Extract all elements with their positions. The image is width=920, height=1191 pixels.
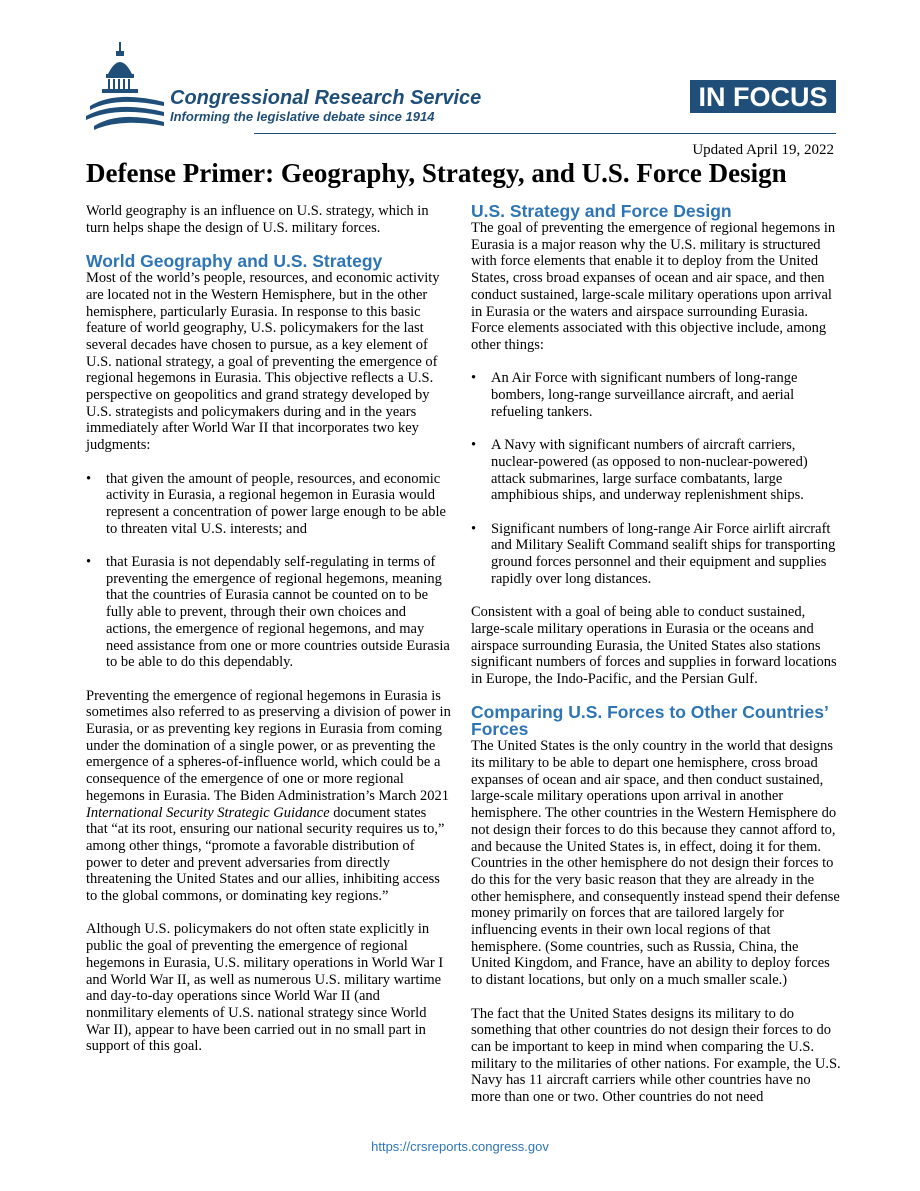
bullet-icon: •: [86, 554, 92, 571]
list-item: • A Navy with significant numbers of aircraft carriers, nuclear-powered (as opposed to non-nuclear-powered) attack submarines, large surface combatants, large amphibious ships, and underway replenishment ships.: [471, 437, 808, 504]
document-title: Defense Primer: Geography, Strategy, and U.S. Force Design: [86, 158, 787, 188]
paragraph: Most of the world’s people, resources, and economic activity are located not in the Western Hemisphere, but in the other hemisphere, particularly Eurasia. In response to this basic feature of world geography, U.S. policymakers for the last several decades have chosen to pursue, as a key element of U.S. national strategy, a goal of preventing the emergence of regional hegemons in Eurasia. This objective reflects a U.S. perspective on geopolitics and grand strategy developed by U.S. strategists and policymakers during and in the years immediately after World War II that incorporates two key judgments:: [86, 270, 440, 454]
bullet-icon: •: [471, 437, 477, 454]
capitol-dome-icon: [86, 40, 166, 130]
intro-paragraph: World geography is an influence on U.S. strategy, which in turn helps shape the design of U.S. military forces.: [86, 203, 429, 236]
bullet-list: [86, 471, 451, 671]
crs-wordmark: [170, 88, 481, 126]
right-column: [471, 203, 841, 1122]
paragraph: Preventing the emergence of regional hegemons in Eurasia is sometimes also referred to as preserving a division of power in Eurasia, or as preventing key regions in Eurasia from coming under the domination of a single power, or as preventing the emergence of a spheres-of-influence world, which could be a consequence of the emergence of one or more regional hegemons in Eurasia. The Biden Administration’s March 2021 International Security Strategic Guidance document states that “at its root, ensuring our national security requires us to,” among other things, “promote a favorable distribution of power to deter and prevent adversaries from directly threatening the United States and our allies, inhibiting access to the global commons, or dominating key regions.”: [86, 687, 451, 905]
paragraph: Although U.S. policymakers do not often state explicitly in public the goal of preventing the emergence of regional hegemons in Eurasia, U.S. military operations in World War I and World War II, as well as numerous U.S. military wartime and day-to-day operations since World War II (and nonmilitary elements of U.S. national strategy since World War II), appear to have been carried out in no small part in support of this goal.: [86, 921, 444, 1055]
section-heading-world-geography: World Geography and U.S. Strategy: [86, 251, 383, 272]
section-heading-strategy-force-design: U.S. Strategy and Force Design: [471, 201, 732, 221]
paragraph: The United States is the only country in the world that designs its military to be able to depart one hemisphere, cross broad expanses of ocean and air space, and then conduct sustained, large-scale military operations upon arrival in another hemisphere. The other countries in the Western Hemisphere do not design their forces to do this because they cannot afford to, and because the United States is, in effect, doing it for them. Countries in the other hemisphere do not design their forces to do this for the very basic reason that they are already in the other hemisphere, and consequently instead spend their defense money primarily on forces that are tailored largely for influencing events in their own local regions of that hemisphere. (Some countries, such as Russia, China, the United Kingdom, and France, have an ability to deploy forces to distant locations, but only on a much smaller scale.): [471, 738, 840, 989]
list-item: • An Air Force with significant numbers of long-range bombers, long-range surveillance aircraft, and aerial refueling tankers.: [471, 370, 798, 420]
section-heading-comparing-forces: Comparing U.S. Forces to Other Countries’ Forces: [471, 702, 828, 740]
in-focus-badge: IN FOCUS: [690, 80, 836, 113]
report-header: [86, 40, 836, 140]
org-tagline: Informing the legislative debate since 1914: [170, 109, 435, 124]
bullet-list: [471, 370, 841, 587]
bullet-icon: •: [471, 370, 477, 387]
header-divider: [254, 133, 836, 134]
paragraph: Consistent with a goal of being able to conduct sustained, large-scale military operations in Eurasia or the oceans and airspace surrounding Eurasia, the United States also stations significant numbers of forces and supplies in forward locations in Europe, the Indo-Pacific, and the Persian Gulf.: [471, 604, 837, 687]
org-name: Congressional Research Service: [170, 87, 482, 109]
bullet-icon: •: [471, 520, 477, 537]
paragraph: The fact that the United States designs its military to do something that other countries do not design their forces to do can be important to keep in mind when comparing the U.S. military to the militaries of other nations. For example, the U.S. Navy has 11 aircraft carriers while other countries have no more than one or two. Other countries do not need: [471, 1005, 841, 1106]
list-item: • that given the amount of people, resources, and economic activity in Eurasia, a regional hegemon in Eurasia would represent a concentration of power large enough to be able to threaten vital U.S. interests; and: [86, 470, 446, 537]
list-item: • that Eurasia is not dependably self-regulating in terms of preventing the emergence of regional hegemons, meaning that the countries of Eurasia cannot be counted on to be fully able to prevent, through their own choices and actions, the emergence of regional hegemons, and may need assistance from one or more countries outside Eurasia to be able to do this dependably.: [86, 554, 450, 671]
updated-date: Updated April 19, 2022: [692, 142, 834, 158]
left-column: [86, 203, 451, 1072]
list-item: • Significant numbers of long-range Air Force airlift aircraft and Military Sealift Command sealift ships for transporting ground forces personnel and their equipment and supplies rapidly over long distances.: [471, 520, 836, 587]
bullet-icon: •: [86, 470, 92, 487]
footer-link[interactable]: https://crsreports.congress.gov: [371, 1139, 549, 1154]
document-citation: International Security Strategic Guidance: [86, 804, 330, 821]
paragraph: The goal of preventing the emergence of regional hegemons in Eurasia is a major reason why the U.S. military is structured with force elements that enable it to deploy from the United States, cross broad expanses of ocean and air space, and then conduct sustained, large-scale military operations upon arrival in Eurasia or the waters and airspace surrounding Eurasia. Force elements associated with this objective include, among other things:: [471, 220, 836, 353]
